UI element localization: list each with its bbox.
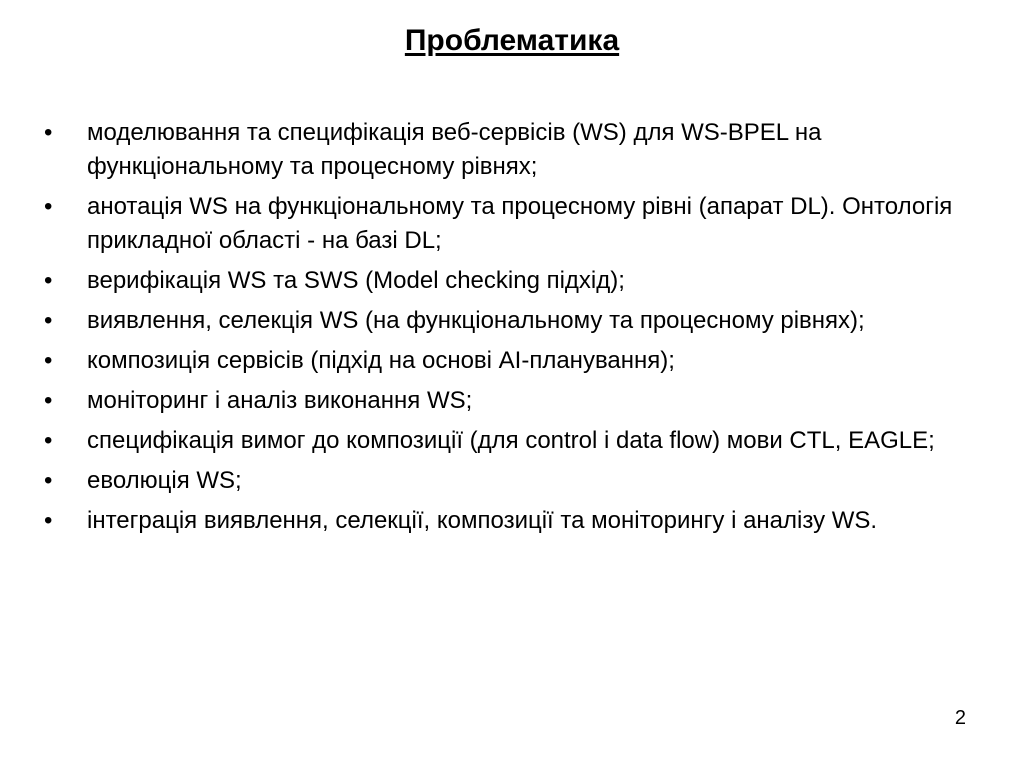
bullet-item: [44, 344, 994, 378]
bullet-item: [44, 504, 994, 538]
bullet-text: моделювання та специфікація веб-сервісів (WS) для WS-BPEL на функціональному та процесному рівнях;: [87, 119, 822, 180]
bullet-text: виявлення, селекція WS (на функціональному та процесному рівнях);: [87, 307, 865, 334]
bullet-icon: •: [44, 193, 53, 220]
bullet-item: [44, 384, 994, 418]
bullet-item: [44, 264, 994, 298]
page-number: 2: [954, 707, 966, 729]
bullet-text: інтеграція виявлення, селекції, композиції та моніторингу і аналізу WS.: [87, 507, 878, 534]
bullet-icon: •: [44, 427, 53, 454]
bullet-icon: •: [44, 307, 53, 334]
bullet-text: еволюція WS;: [87, 467, 242, 494]
slide-title: Проблематика: [404, 24, 620, 57]
bullet-text: специфікація вимог до композиції (для control і data flow) мови CTL, EAGLE;: [87, 427, 935, 454]
bullet-icon: •: [44, 467, 53, 494]
bullet-item: [44, 424, 994, 458]
bullet-icon: •: [44, 507, 53, 534]
bullet-text: композиція сервісів (підхід на основі AI-планування);: [87, 347, 675, 374]
bullet-list: [44, 116, 994, 544]
bullet-text: анотація WS на функціональному та процесному рівні (апарат DL). Онтологія прикладної області - на базі DL;: [87, 193, 953, 254]
bullet-icon: •: [44, 347, 53, 374]
bullet-item: [44, 304, 994, 338]
bullet-item: [44, 464, 994, 498]
bullet-text: верифікація WS та SWS (Model checking підхід);: [87, 267, 625, 294]
bullet-icon: •: [44, 387, 53, 414]
bullet-icon: •: [44, 267, 53, 294]
bullet-text: моніторинг і аналіз виконання WS;: [87, 387, 473, 414]
bullet-icon: •: [44, 119, 53, 146]
bullet-item: [44, 116, 994, 184]
bullet-item: [44, 190, 994, 258]
